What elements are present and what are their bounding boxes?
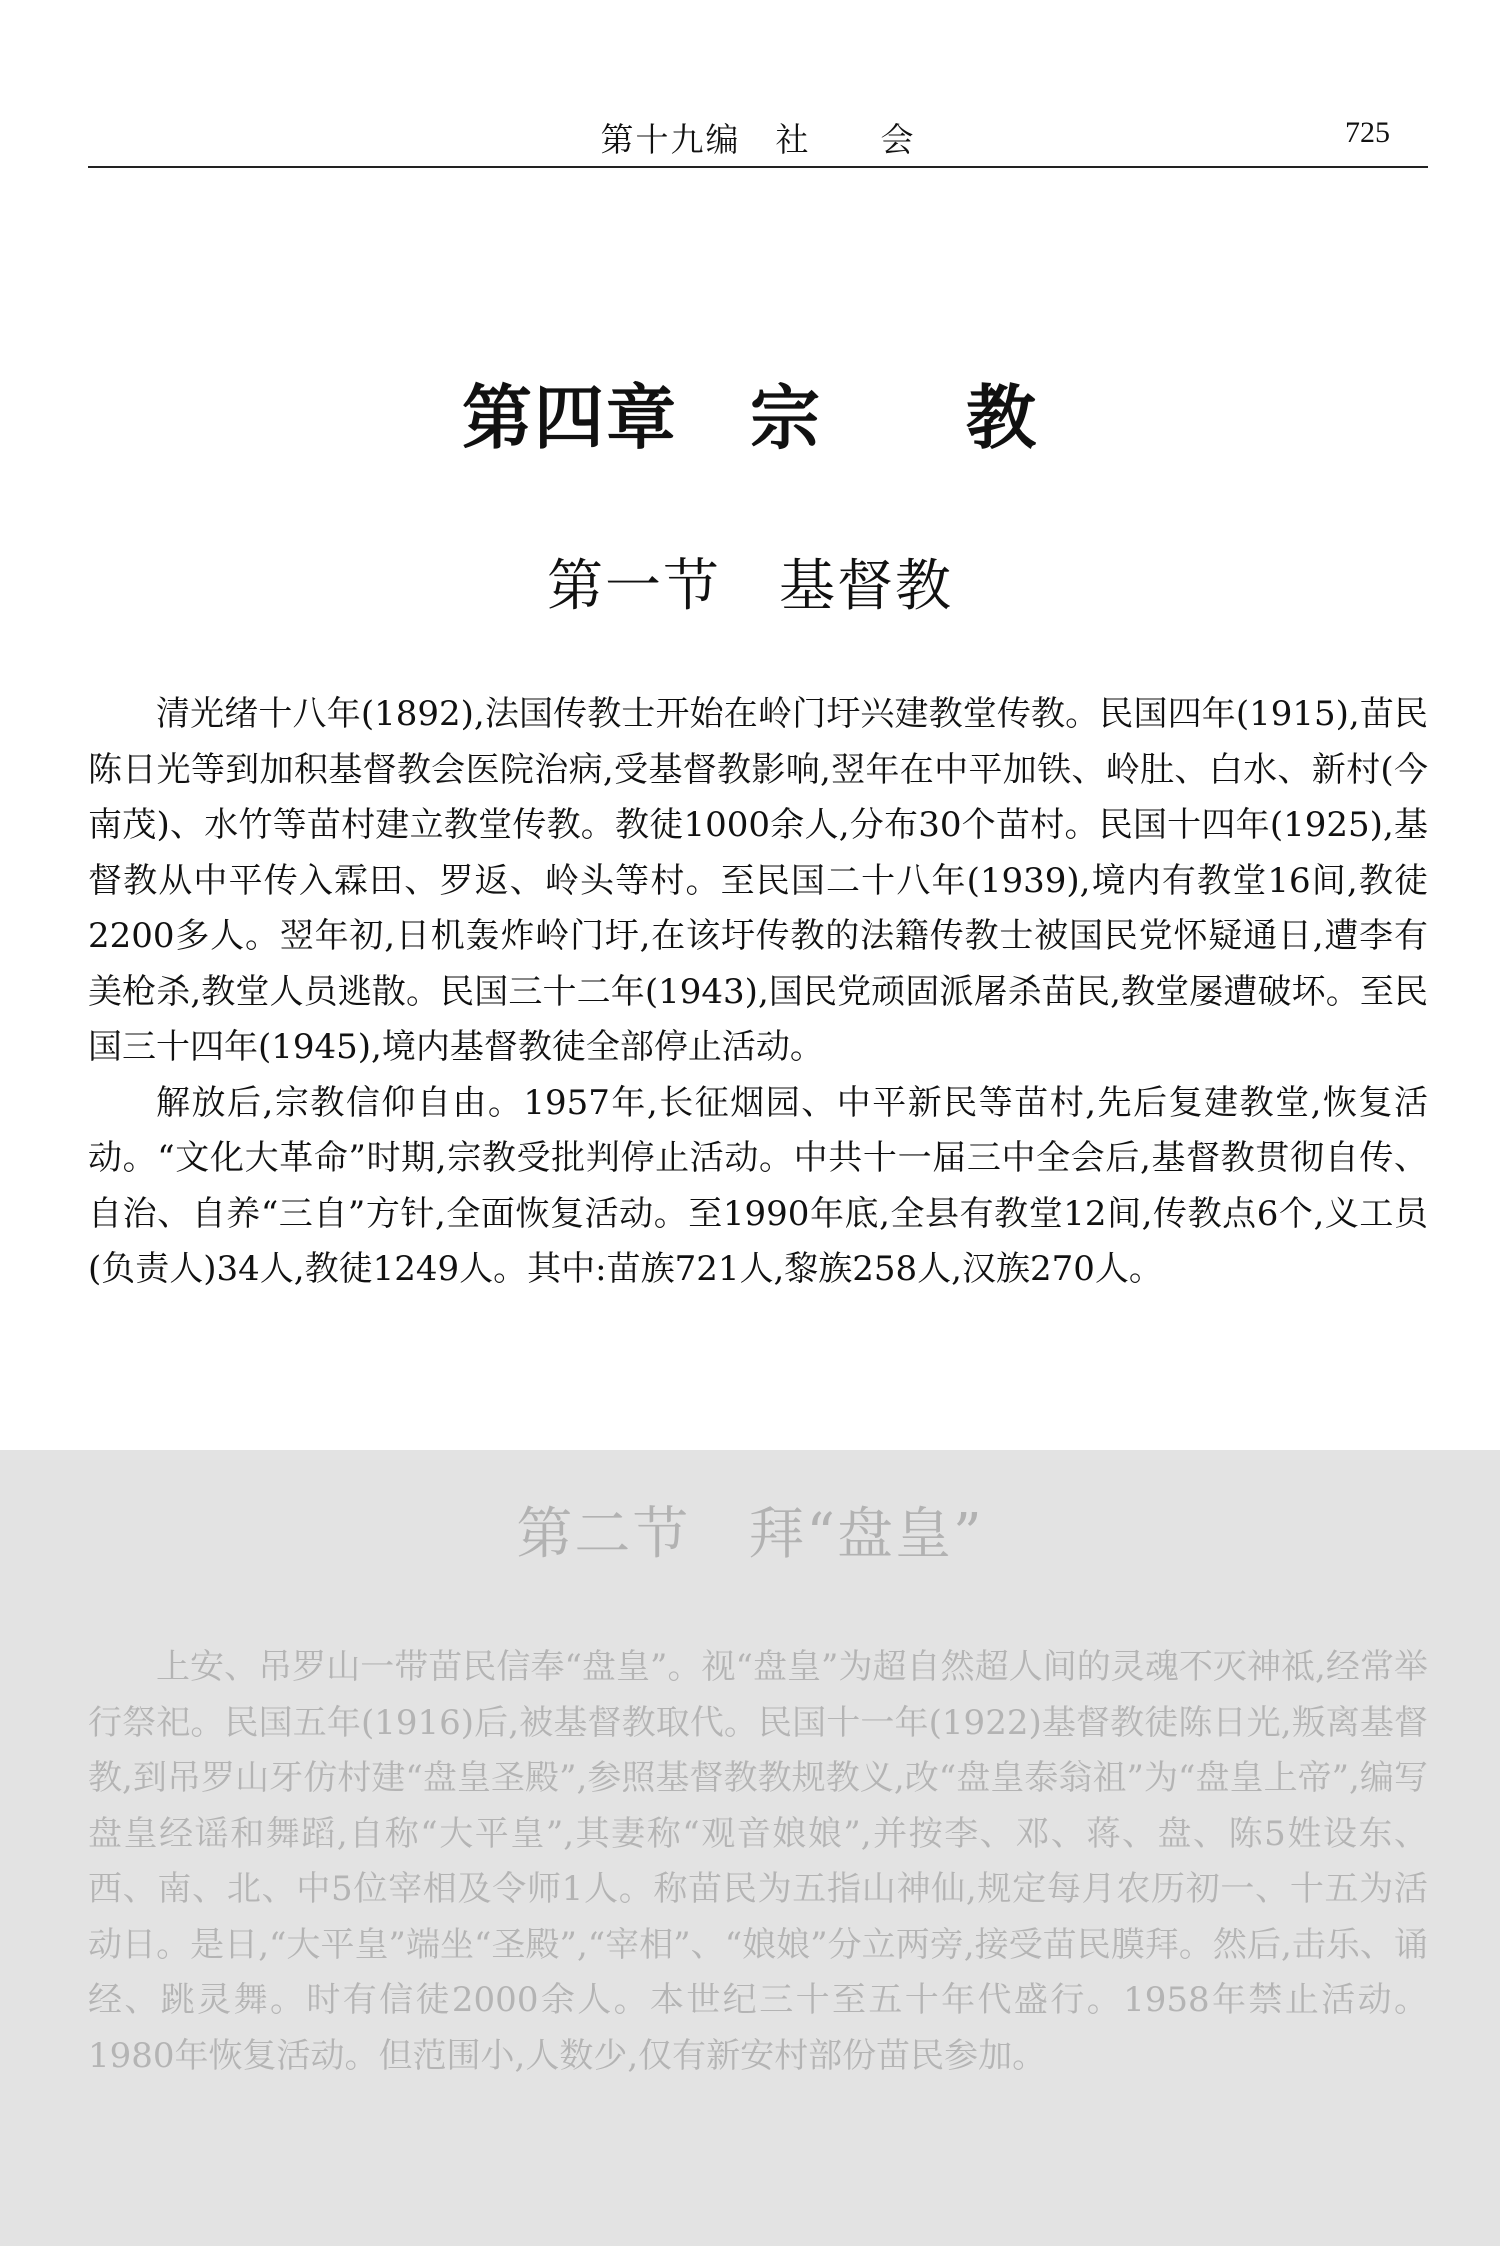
section-1-paragraph-2: 解放后,宗教信仰自由。1957年,长征烟园、中平新民等苗村,先后复建教堂,恢复活动。“文化大革命”时期,宗教受批判停止活动。中共十一届三中全会后,基督教贯彻自传、自治、自养“三自”方针,全面恢复活动。至1990年底,全县有教堂12间,传教点6个,义工员(负责人)34人,教徒1249人。其中:苗族721人,黎族258人,汉族270人。 [88, 1082, 1428, 1289]
section-2-title: 第二节 拜“盘皇” [516, 1502, 984, 1567]
running-header-title: 第十九编 社 会 [600, 120, 916, 159]
section-1-title: 第一节 基督教 [547, 554, 953, 619]
running-header [88, 108, 1428, 168]
section-2-body [88, 1640, 1428, 2084]
section-2-paragraph-1: 上安、吊罗山一带苗民信奉“盘皇”。视“盘皇”为超自然超人间的灵魂不灭神祗,经常举行祭祀。民国五年(1916)后,被基督教取代。民国十一年(1922)基督教徒陈日光,叛离基督教,到吊罗山牙仿村建“盘皇圣殿”,参照基督教教规教义,改“盘皇泰翁祖”为“盘皇上帝”,编写盘皇经谣和舞蹈,自称“大平皇”,其妻称“观音娘娘”,并按李、邓、蒋、盘、陈5姓设东、西、南、北、中5位宰相及令师1人。称苗民为五指山神仙,规定每月农历初一、十五为活动日。是日,“大平皇”端坐“圣殿”,“宰相”、“娘娘”分立两旁,接受苗民膜拜。然后,击乐、诵经、跳灵舞。时有信徒2000余人。本世纪三十至五十年代盛行。1958年禁止活动。1980年恢复活动。但范围小,人数少,仅有新安村部份苗民参加。 [88, 1647, 1428, 2076]
chapter-title: 第四章 宗 教 [462, 377, 1038, 459]
section-1-paragraph-1: 清光绪十八年(1892),法国传教士开始在岭门圩兴建教堂传教。民国四年(1915),苗民陈日光等到加积基督教会医院治病,受基督教影响,翌年在中平加铁、岭肚、白水、新村(今南茂)、水竹等苗村建立教堂传教。教徒1000余人,分布30个苗村。民国十四年(1925),基督教从中平传入霖田、罗返、岭头等村。至民国二十八年(1939),境内有教堂16间,教徒2200多人。翌年初,日机轰炸岭门圩,在该圩传教的法籍传教士被国民党怀疑通日,遭李有美枪杀,教堂人员逃散。民国三十二年(1943),国民党顽固派屠杀苗民,教堂屡遭破坏。至民国三十四年(1945),境内基督教徒全部停止活动。 [88, 694, 1428, 1067]
page-number: 725 [1345, 116, 1390, 149]
section-1-body [88, 687, 1428, 1298]
